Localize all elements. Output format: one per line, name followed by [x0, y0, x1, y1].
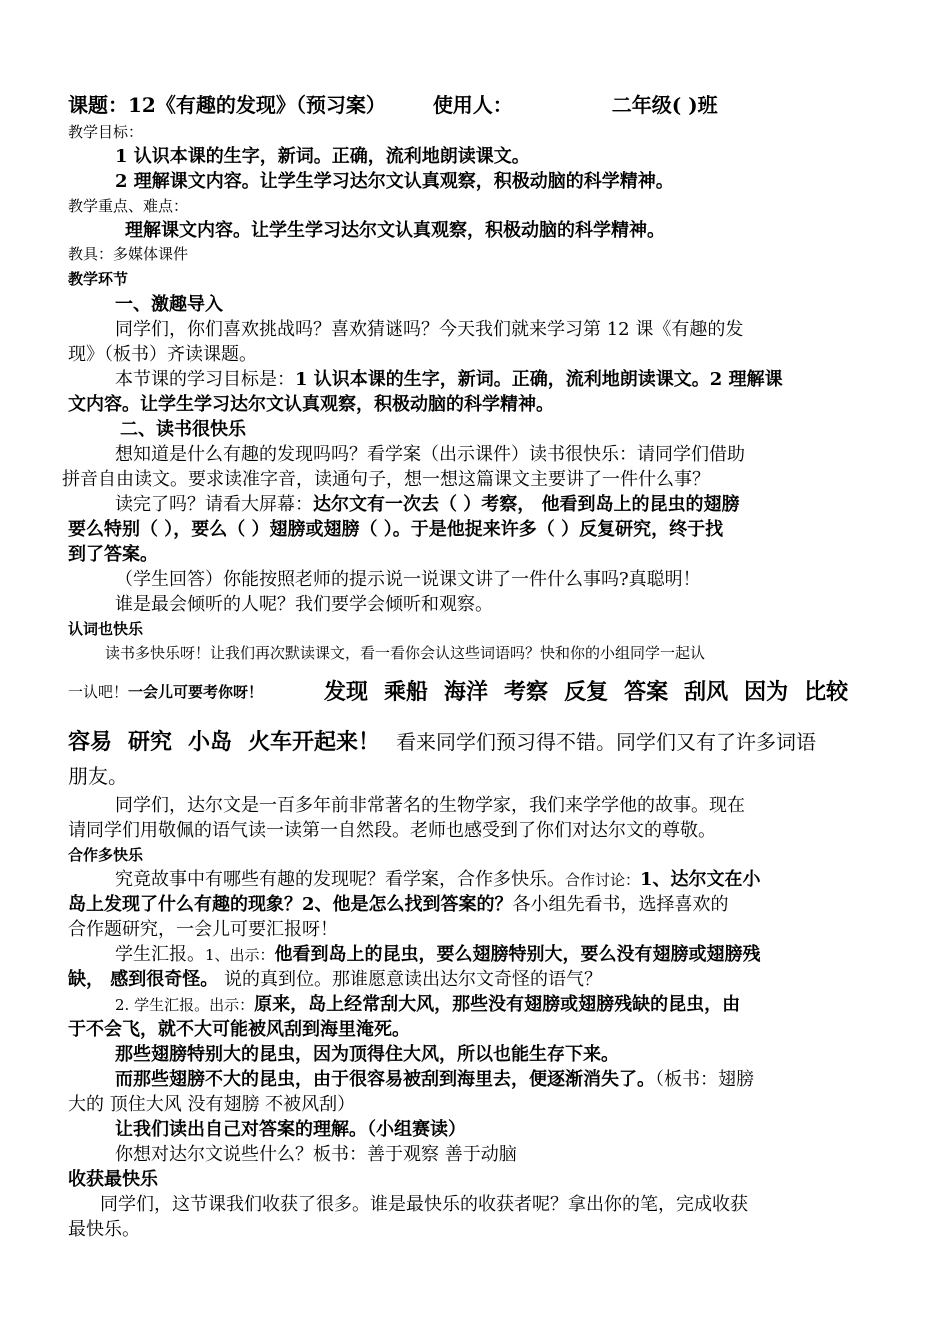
section-4-p1-line2-rest: 各小组先看书，选择喜欢的 — [512, 894, 729, 915]
section-5-p1-line2: 最快乐。 — [68, 1219, 140, 1240]
title-text: 课题：12《有趣的发现》（预习案） — [68, 93, 386, 117]
section-3-p2-line2: 请同学们用敬佩的语气读一读第一自然段。老师也感受到了你们对达尔文的尊敬。 — [68, 820, 716, 841]
section-1-p2-line1 — [115, 370, 783, 390]
section-4-p1-small: 合作讨论： — [565, 871, 641, 889]
vocab-row-2-line — [68, 730, 816, 754]
tools-text: 教具：多媒体课件 — [68, 245, 189, 263]
vocab-word: 火车开起来！ — [248, 729, 381, 755]
section-2-p1-line2: 拼音自由读文。要求读准字音，读通句子，想一想这篇课文主要讲了一件什么事？ — [62, 469, 710, 490]
section-4-p1-prefix: 究竟故事中有哪些有趣的发现呢？看学案，合作多快乐。 — [115, 869, 565, 890]
section-2-p2-line2: 要么特别（ ），要么（ ）翅膀或翅膀（ ）。于是他捉来许多（ ）反复研究，终于找 — [68, 519, 724, 540]
section-4-p1-line2-bold: 岛上发现了什么有趣的现象？2、他是怎么找到答案的？ — [68, 894, 513, 915]
vocab-word: 比较 — [804, 679, 849, 705]
section-4-p3-line1 — [115, 995, 740, 1015]
section-3-p1-line1: 读书多快乐呀！让我们再次默读课文，看一看你会认这些词语吗？快和你的小组同学一起认 — [105, 644, 706, 662]
section-2-p4: 谁是最会倾听的人呢？我们要学会倾听和观察。 — [115, 594, 493, 615]
section-3-p1-bold: 一会儿可要考你呀！ — [128, 683, 264, 701]
section-4-p5-line2: 大的 顶住大风 没有翅膀 不被风刮） — [68, 1094, 356, 1115]
section-1-title: 一、激趣导入 — [115, 294, 223, 315]
section-2-p2-line1 — [115, 495, 740, 515]
section-4-p7: 你想对达尔文说些什么？板书：善于观察 善于动脑 — [115, 1144, 517, 1165]
class-label: 二年级( )班 — [611, 93, 718, 117]
section-3-p2-line1: 同学们，达尔文是一百多年前非常著名的生物学家，我们来学学他的故事。现在 — [115, 795, 745, 816]
section-2-p3: （学生回答）你能按照老师的提示说一说课文讲了一件什么事吗?真聪明！ — [115, 569, 701, 590]
section-1-p1-line2: 现》（板书）齐读课题。 — [68, 344, 257, 365]
section-4-p1-line1 — [115, 870, 761, 890]
section-4-p2-prefix: 学生汇报。 — [115, 944, 205, 965]
objective-2: 2 理解课文内容。让学生学习达尔文认真观察，积极动脑的科学精神。 — [115, 171, 674, 192]
vocab-word: 反复 — [564, 679, 609, 705]
steps-label: 教学环节 — [68, 270, 129, 288]
section-4-p5-line1 — [115, 1070, 754, 1090]
vocab-word: 容易 — [68, 729, 113, 755]
section-4-p2-bold: 他看到岛上的昆虫，要么翅膀特别大，要么没有翅膀或翅膀残 — [274, 944, 761, 965]
section-4-p3-small: 2. 学生汇报。出示： — [115, 996, 255, 1014]
section-4-title: 合作多快乐 — [68, 846, 144, 864]
vocab-word: 海洋 — [444, 679, 489, 705]
section-4-p2-line2 — [68, 970, 602, 990]
section-4-p2-small: 1、出示： — [205, 946, 275, 964]
vocab-word: 答案 — [624, 679, 669, 705]
objective-1: 1 认识本课的生字，新词。正确，流利地朗读课文。 — [115, 146, 530, 167]
section-4-p3-bold: 原来，岛上经常刮大风，那些没有翅膀或翅膀残缺的昆虫，由 — [254, 994, 741, 1015]
section-4-p2-line2-bold: 缺， 感到很奇怪。 — [68, 969, 219, 990]
section-1-p2-bold: 1 认识本课的生字，新词。正确，流利地朗读课文。2 理解课 — [295, 369, 783, 390]
section-2-p2-bold: 达尔文有一次去（ ）考察， 他看到岛上的昆虫的翅膀 — [313, 494, 740, 515]
objectives-label: 教学目标： — [68, 123, 144, 141]
section-4-p2-line2-rest: 说的真到位。那谁愿意读出达尔文奇怪的语气？ — [218, 969, 603, 990]
section-2-title: 二、读书很快乐 — [120, 419, 246, 440]
vocab-row-2 — [68, 729, 396, 755]
vocab-word: 发现 — [324, 679, 369, 705]
section-3-p1-prefix: 一认吧！ — [68, 683, 129, 701]
section-2-p2-prefix: 读完了吗？请看大屏幕： — [115, 494, 313, 515]
section-1-p1-line1: 同学们，你们喜欢挑战吗？喜欢猜谜吗？今天我们就来学习第 12 课《有趣的发 — [115, 319, 744, 340]
section-5-p1-line1: 同学们，这节课我们收获了很多。谁是最快乐的收获者呢？拿出你的笔，完成收获 — [100, 1194, 748, 1215]
section-4-p5-bold: 而那些翅膀不大的昆虫，由于很容易被刮到海里去，便逐渐消失了。 — [115, 1069, 655, 1090]
section-4-p1-line2 — [68, 895, 729, 915]
vocab-word: 乘船 — [384, 679, 429, 705]
key-points-text: 理解课文内容。让学生学习达尔文认真观察，积极动脑的科学精神。 — [125, 220, 665, 241]
section-1-p2-line2: 文内容。让学生学习达尔文认真观察，积极动脑的科学精神。 — [68, 394, 554, 415]
section-3-after-words: 看来同学们预习得不错。同学们又有了许多词语 — [396, 730, 817, 754]
section-5-title: 收获最快乐 — [68, 1169, 158, 1190]
section-2-p2-line3: 到了答案。 — [68, 544, 158, 565]
vocab-word: 小岛 — [188, 729, 233, 755]
section-4-p1-line3: 合作题研究，一会儿可要汇报呀！ — [68, 919, 338, 940]
section-4-p2-line1 — [115, 945, 761, 965]
vocab-word: 研究 — [128, 729, 173, 755]
section-2-p1-line1: 想知道是什么有趣的发现吗吗？看学案（出示课件）读书很快乐：请同学们借助 — [115, 444, 745, 465]
section-3-p1-line2 — [68, 684, 263, 701]
section-3-after-words-2: 朋友。 — [68, 764, 128, 788]
section-4-p6: 让我们读出自己对答案的理解。（小组赛读） — [115, 1119, 466, 1140]
vocab-word: 考察 — [504, 679, 549, 705]
user-label: 使用人： — [432, 93, 513, 117]
section-3-title: 认词也快乐 — [68, 620, 144, 638]
vocab-word: 因为 — [744, 679, 789, 705]
section-1-p2-prefix: 本节课的学习目标是： — [115, 369, 295, 390]
vocab-word: 刮风 — [684, 679, 729, 705]
key-points-label: 教学重点、难点： — [68, 197, 189, 215]
lesson-title — [68, 94, 718, 116]
section-4-p3-line2: 于不会飞，就不大可能被风刮到海里淹死。 — [68, 1019, 410, 1040]
section-4-p1-bold: 1、达尔文在小 — [640, 869, 761, 890]
vocab-row-1 — [324, 680, 864, 704]
section-4-p4: 那些翅膀特别大的昆虫，因为顶得住大风，所以也能生存下来。 — [115, 1044, 619, 1065]
section-4-p5-rest: （板书：翅膀 — [655, 1069, 754, 1090]
